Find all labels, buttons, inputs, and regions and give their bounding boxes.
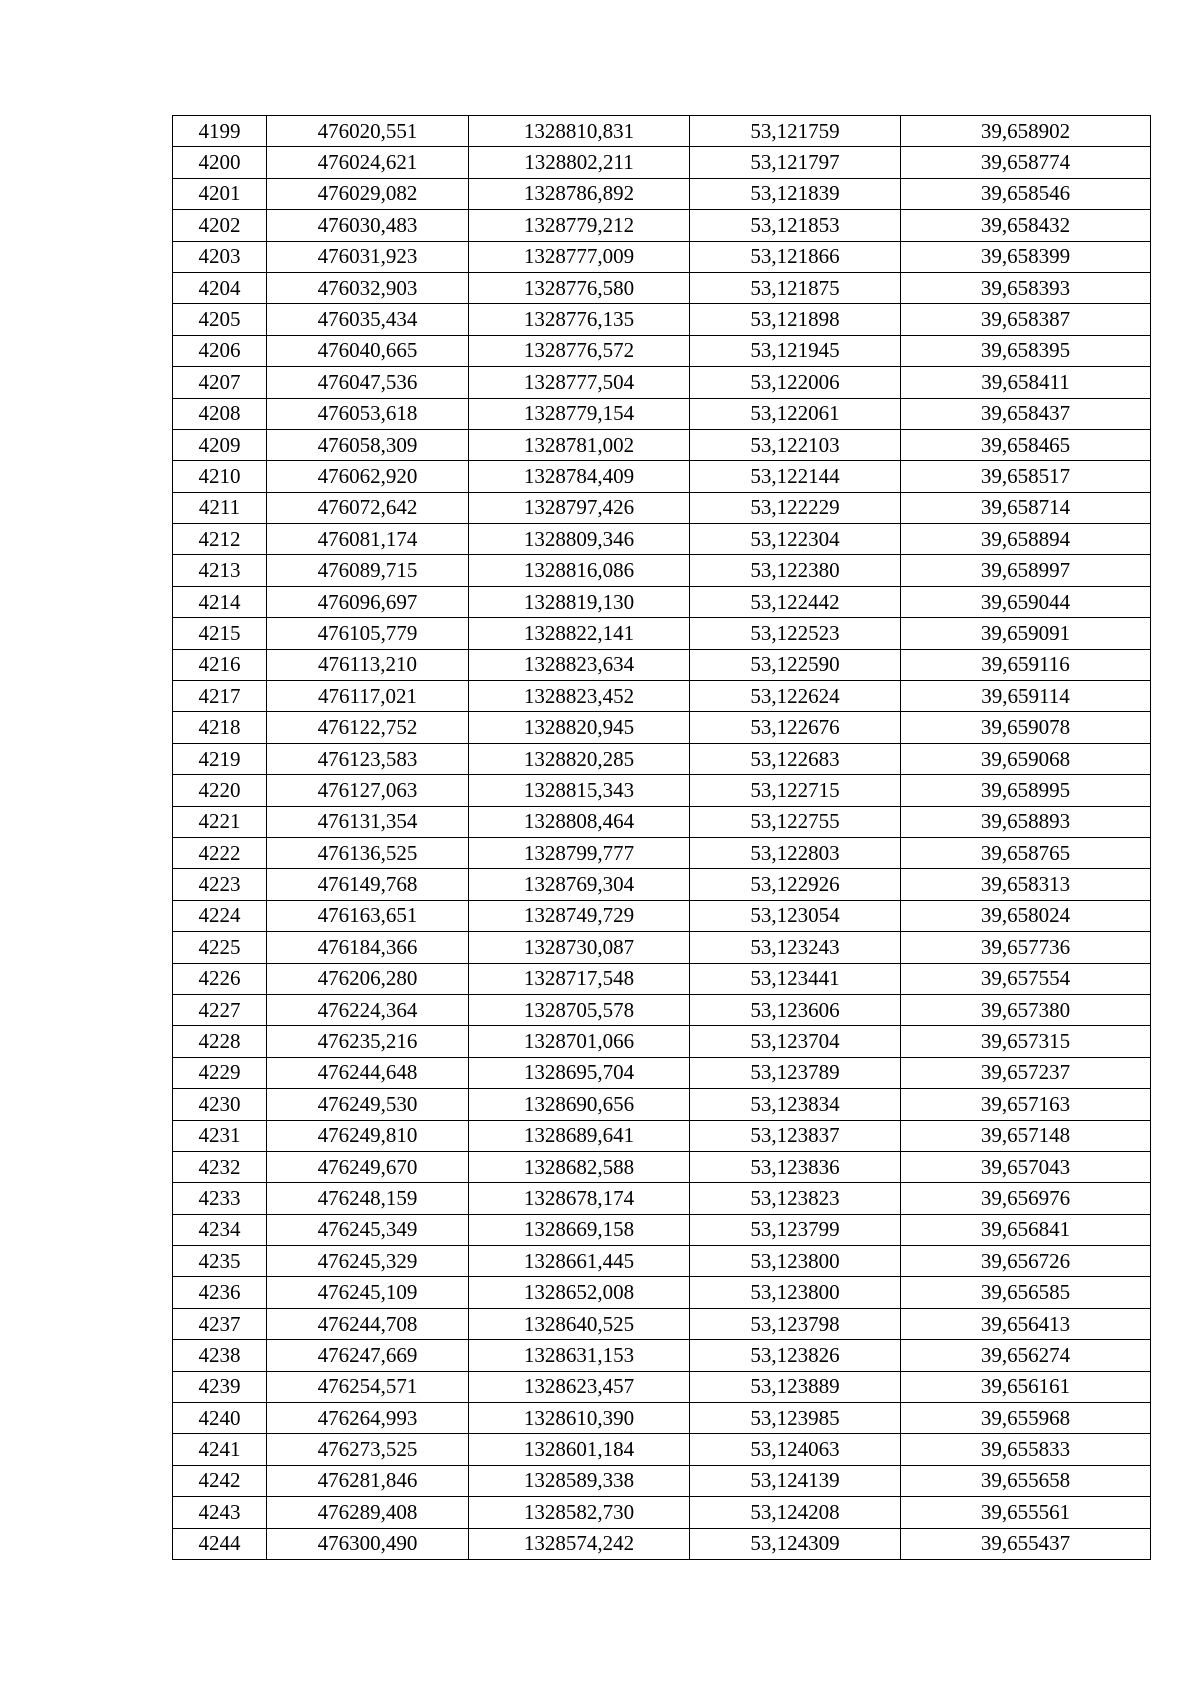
x-coordinate-cell: 476289,408: [267, 1497, 469, 1528]
longitude-cell: 39,658894: [901, 524, 1151, 555]
point-number-cell: 4237: [173, 1308, 267, 1339]
table-row: [173, 1089, 1151, 1120]
longitude-cell: 39,655658: [901, 1465, 1151, 1496]
longitude-cell: 39,659044: [901, 586, 1151, 617]
y-coordinate-cell: 1328730,087: [469, 932, 690, 963]
latitude-cell: 53,123789: [690, 1057, 901, 1088]
x-coordinate-cell: 476030,483: [267, 210, 469, 241]
table-row: [173, 712, 1151, 743]
latitude-cell: 53,123800: [690, 1246, 901, 1277]
y-coordinate-cell: 1328652,008: [469, 1277, 690, 1308]
x-coordinate-cell: 476040,665: [267, 335, 469, 366]
longitude-cell: 39,656274: [901, 1340, 1151, 1371]
longitude-cell: 39,658995: [901, 775, 1151, 806]
latitude-cell: 53,123441: [690, 963, 901, 994]
y-coordinate-cell: 1328678,174: [469, 1183, 690, 1214]
x-coordinate-cell: 476127,063: [267, 775, 469, 806]
table-row: [173, 367, 1151, 398]
y-coordinate-cell: 1328589,338: [469, 1465, 690, 1496]
y-coordinate-cell: 1328776,572: [469, 335, 690, 366]
latitude-cell: 53,122144: [690, 461, 901, 492]
point-number-cell: 4206: [173, 335, 267, 366]
x-coordinate-cell: 476113,210: [267, 649, 469, 680]
table-row: [173, 524, 1151, 555]
x-coordinate-cell: 476032,903: [267, 272, 469, 303]
y-coordinate-cell: 1328623,457: [469, 1371, 690, 1402]
y-coordinate-cell: 1328810,831: [469, 116, 690, 147]
table-row: [173, 1403, 1151, 1434]
y-coordinate-cell: 1328749,729: [469, 900, 690, 931]
x-coordinate-cell: 476136,525: [267, 837, 469, 868]
point-number-cell: 4219: [173, 743, 267, 774]
point-number-cell: 4228: [173, 1026, 267, 1057]
latitude-cell: 53,121875: [690, 272, 901, 303]
point-number-cell: 4220: [173, 775, 267, 806]
latitude-cell: 53,122304: [690, 524, 901, 555]
point-number-cell: 4223: [173, 869, 267, 900]
longitude-cell: 39,658024: [901, 900, 1151, 931]
point-number-cell: 4208: [173, 398, 267, 429]
table-row: [173, 147, 1151, 178]
table-row: [173, 1308, 1151, 1339]
x-coordinate-cell: 476300,490: [267, 1528, 469, 1559]
point-number-cell: 4242: [173, 1465, 267, 1496]
y-coordinate-cell: 1328601,184: [469, 1434, 690, 1465]
longitude-cell: 39,657043: [901, 1151, 1151, 1182]
y-coordinate-cell: 1328682,588: [469, 1151, 690, 1182]
longitude-cell: 39,658902: [901, 116, 1151, 147]
x-coordinate-cell: 476235,216: [267, 1026, 469, 1057]
y-coordinate-cell: 1328816,086: [469, 555, 690, 586]
point-number-cell: 4234: [173, 1214, 267, 1245]
y-coordinate-cell: 1328808,464: [469, 806, 690, 837]
latitude-cell: 53,122523: [690, 618, 901, 649]
table-row: [173, 1183, 1151, 1214]
x-coordinate-cell: 476123,583: [267, 743, 469, 774]
latitude-cell: 53,122926: [690, 869, 901, 900]
point-number-cell: 4225: [173, 932, 267, 963]
table-row: [173, 335, 1151, 366]
table-row: [173, 210, 1151, 241]
x-coordinate-cell: 476224,364: [267, 994, 469, 1025]
latitude-cell: 53,121797: [690, 147, 901, 178]
point-number-cell: 4210: [173, 461, 267, 492]
y-coordinate-cell: 1328815,343: [469, 775, 690, 806]
point-number-cell: 4243: [173, 1497, 267, 1528]
y-coordinate-cell: 1328797,426: [469, 492, 690, 523]
y-coordinate-cell: 1328779,154: [469, 398, 690, 429]
longitude-cell: 39,658546: [901, 178, 1151, 209]
y-coordinate-cell: 1328823,452: [469, 681, 690, 712]
longitude-cell: 39,656726: [901, 1246, 1151, 1277]
longitude-cell: 39,655561: [901, 1497, 1151, 1528]
latitude-cell: 53,122676: [690, 712, 901, 743]
table-row: [173, 1057, 1151, 1088]
longitude-cell: 39,658774: [901, 147, 1151, 178]
longitude-cell: 39,659068: [901, 743, 1151, 774]
table-row: [173, 1528, 1151, 1559]
longitude-cell: 39,655833: [901, 1434, 1151, 1465]
y-coordinate-cell: 1328777,009: [469, 241, 690, 272]
y-coordinate-cell: 1328574,242: [469, 1528, 690, 1559]
table-row: [173, 775, 1151, 806]
longitude-cell: 39,655968: [901, 1403, 1151, 1434]
table-row: [173, 806, 1151, 837]
longitude-cell: 39,656976: [901, 1183, 1151, 1214]
point-number-cell: 4216: [173, 649, 267, 680]
y-coordinate-cell: 1328823,634: [469, 649, 690, 680]
table-row: [173, 241, 1151, 272]
table-row: [173, 869, 1151, 900]
longitude-cell: 39,659078: [901, 712, 1151, 743]
x-coordinate-cell: 476281,846: [267, 1465, 469, 1496]
y-coordinate-cell: 1328776,135: [469, 304, 690, 335]
longitude-cell: 39,656841: [901, 1214, 1151, 1245]
point-number-cell: 4238: [173, 1340, 267, 1371]
x-coordinate-cell: 476053,618: [267, 398, 469, 429]
point-number-cell: 4222: [173, 837, 267, 868]
latitude-cell: 53,122229: [690, 492, 901, 523]
point-number-cell: 4244: [173, 1528, 267, 1559]
latitude-cell: 53,121866: [690, 241, 901, 272]
latitude-cell: 53,121759: [690, 116, 901, 147]
table-row: [173, 1340, 1151, 1371]
longitude-cell: 39,659091: [901, 618, 1151, 649]
x-coordinate-cell: 476249,530: [267, 1089, 469, 1120]
point-number-cell: 4213: [173, 555, 267, 586]
y-coordinate-cell: 1328582,730: [469, 1497, 690, 1528]
y-coordinate-cell: 1328820,285: [469, 743, 690, 774]
latitude-cell: 53,122103: [690, 429, 901, 460]
latitude-cell: 53,122715: [690, 775, 901, 806]
point-number-cell: 4203: [173, 241, 267, 272]
y-coordinate-cell: 1328631,153: [469, 1340, 690, 1371]
point-number-cell: 4201: [173, 178, 267, 209]
latitude-cell: 53,123704: [690, 1026, 901, 1057]
y-coordinate-cell: 1328777,504: [469, 367, 690, 398]
y-coordinate-cell: 1328820,945: [469, 712, 690, 743]
point-number-cell: 4202: [173, 210, 267, 241]
longitude-cell: 39,658437: [901, 398, 1151, 429]
point-number-cell: 4232: [173, 1151, 267, 1182]
x-coordinate-cell: 476264,993: [267, 1403, 469, 1434]
y-coordinate-cell: 1328610,390: [469, 1403, 690, 1434]
table-row: [173, 618, 1151, 649]
longitude-cell: 39,658465: [901, 429, 1151, 460]
x-coordinate-cell: 476035,434: [267, 304, 469, 335]
table-row: [173, 963, 1151, 994]
coordinates-table: [172, 115, 1151, 1560]
table-row: [173, 1214, 1151, 1245]
x-coordinate-cell: 476062,920: [267, 461, 469, 492]
latitude-cell: 53,124208: [690, 1497, 901, 1528]
x-coordinate-cell: 476249,810: [267, 1120, 469, 1151]
table-row: [173, 932, 1151, 963]
latitude-cell: 53,122683: [690, 743, 901, 774]
point-number-cell: 4239: [173, 1371, 267, 1402]
point-number-cell: 4212: [173, 524, 267, 555]
table-row: [173, 1277, 1151, 1308]
x-coordinate-cell: 476029,082: [267, 178, 469, 209]
point-number-cell: 4229: [173, 1057, 267, 1088]
x-coordinate-cell: 476244,708: [267, 1308, 469, 1339]
point-number-cell: 4207: [173, 367, 267, 398]
table-row: [173, 1465, 1151, 1496]
x-coordinate-cell: 476031,923: [267, 241, 469, 272]
latitude-cell: 53,121898: [690, 304, 901, 335]
longitude-cell: 39,658411: [901, 367, 1151, 398]
table-row: [173, 1151, 1151, 1182]
point-number-cell: 4235: [173, 1246, 267, 1277]
x-coordinate-cell: 476072,642: [267, 492, 469, 523]
x-coordinate-cell: 476047,536: [267, 367, 469, 398]
x-coordinate-cell: 476089,715: [267, 555, 469, 586]
table-row: [173, 1026, 1151, 1057]
table-row: [173, 116, 1151, 147]
table-row: [173, 1434, 1151, 1465]
point-number-cell: 4211: [173, 492, 267, 523]
longitude-cell: 39,658395: [901, 335, 1151, 366]
longitude-cell: 39,658714: [901, 492, 1151, 523]
latitude-cell: 53,121853: [690, 210, 901, 241]
point-number-cell: 4205: [173, 304, 267, 335]
longitude-cell: 39,659114: [901, 681, 1151, 712]
longitude-cell: 39,657554: [901, 963, 1151, 994]
longitude-cell: 39,658387: [901, 304, 1151, 335]
point-number-cell: 4200: [173, 147, 267, 178]
longitude-cell: 39,658399: [901, 241, 1151, 272]
latitude-cell: 53,123823: [690, 1183, 901, 1214]
table-row: [173, 398, 1151, 429]
longitude-cell: 39,658517: [901, 461, 1151, 492]
y-coordinate-cell: 1328701,066: [469, 1026, 690, 1057]
longitude-cell: 39,656161: [901, 1371, 1151, 1402]
table-row: [173, 1497, 1151, 1528]
x-coordinate-cell: 476105,779: [267, 618, 469, 649]
table-row: [173, 178, 1151, 209]
y-coordinate-cell: 1328781,002: [469, 429, 690, 460]
table-row: [173, 649, 1151, 680]
y-coordinate-cell: 1328809,346: [469, 524, 690, 555]
y-coordinate-cell: 1328819,130: [469, 586, 690, 617]
x-coordinate-cell: 476273,525: [267, 1434, 469, 1465]
x-coordinate-cell: 476122,752: [267, 712, 469, 743]
longitude-cell: 39,658765: [901, 837, 1151, 868]
y-coordinate-cell: 1328689,641: [469, 1120, 690, 1151]
y-coordinate-cell: 1328690,656: [469, 1089, 690, 1120]
x-coordinate-cell: 476247,669: [267, 1340, 469, 1371]
y-coordinate-cell: 1328779,212: [469, 210, 690, 241]
latitude-cell: 53,123826: [690, 1340, 901, 1371]
latitude-cell: 53,123243: [690, 932, 901, 963]
table-row: [173, 994, 1151, 1025]
x-coordinate-cell: 476163,651: [267, 900, 469, 931]
point-number-cell: 4226: [173, 963, 267, 994]
latitude-cell: 53,122590: [690, 649, 901, 680]
latitude-cell: 53,121945: [690, 335, 901, 366]
point-number-cell: 4233: [173, 1183, 267, 1214]
x-coordinate-cell: 476184,366: [267, 932, 469, 963]
longitude-cell: 39,658313: [901, 869, 1151, 900]
x-coordinate-cell: 476248,159: [267, 1183, 469, 1214]
longitude-cell: 39,659116: [901, 649, 1151, 680]
latitude-cell: 53,124309: [690, 1528, 901, 1559]
table-row: [173, 429, 1151, 460]
table-row: [173, 272, 1151, 303]
latitude-cell: 53,123837: [690, 1120, 901, 1151]
table-row: [173, 1371, 1151, 1402]
longitude-cell: 39,657380: [901, 994, 1151, 1025]
point-number-cell: 4199: [173, 116, 267, 147]
latitude-cell: 53,123834: [690, 1089, 901, 1120]
latitude-cell: 53,122624: [690, 681, 901, 712]
table-row: [173, 837, 1151, 868]
x-coordinate-cell: 476254,571: [267, 1371, 469, 1402]
y-coordinate-cell: 1328802,211: [469, 147, 690, 178]
y-coordinate-cell: 1328784,409: [469, 461, 690, 492]
x-coordinate-cell: 476206,280: [267, 963, 469, 994]
longitude-cell: 39,657736: [901, 932, 1151, 963]
x-coordinate-cell: 476020,551: [267, 116, 469, 147]
longitude-cell: 39,655437: [901, 1528, 1151, 1559]
x-coordinate-cell: 476024,621: [267, 147, 469, 178]
latitude-cell: 53,123054: [690, 900, 901, 931]
y-coordinate-cell: 1328717,548: [469, 963, 690, 994]
x-coordinate-cell: 476245,109: [267, 1277, 469, 1308]
point-number-cell: 4217: [173, 681, 267, 712]
table-row: [173, 304, 1151, 335]
latitude-cell: 53,122061: [690, 398, 901, 429]
table-row: [173, 681, 1151, 712]
point-number-cell: 4227: [173, 994, 267, 1025]
table-row: [173, 492, 1151, 523]
latitude-cell: 53,123606: [690, 994, 901, 1025]
longitude-cell: 39,656413: [901, 1308, 1151, 1339]
table-row: [173, 1246, 1151, 1277]
x-coordinate-cell: 476245,329: [267, 1246, 469, 1277]
x-coordinate-cell: 476149,768: [267, 869, 469, 900]
x-coordinate-cell: 476245,349: [267, 1214, 469, 1245]
x-coordinate-cell: 476058,309: [267, 429, 469, 460]
longitude-cell: 39,657148: [901, 1120, 1151, 1151]
latitude-cell: 53,124063: [690, 1434, 901, 1465]
table-row: [173, 1120, 1151, 1151]
point-number-cell: 4221: [173, 806, 267, 837]
point-number-cell: 4224: [173, 900, 267, 931]
x-coordinate-cell: 476244,648: [267, 1057, 469, 1088]
latitude-cell: 53,121839: [690, 178, 901, 209]
y-coordinate-cell: 1328669,158: [469, 1214, 690, 1245]
longitude-cell: 39,656585: [901, 1277, 1151, 1308]
point-number-cell: 4204: [173, 272, 267, 303]
point-number-cell: 4231: [173, 1120, 267, 1151]
latitude-cell: 53,123836: [690, 1151, 901, 1182]
latitude-cell: 53,122006: [690, 367, 901, 398]
longitude-cell: 39,657237: [901, 1057, 1151, 1088]
latitude-cell: 53,122442: [690, 586, 901, 617]
longitude-cell: 39,658997: [901, 555, 1151, 586]
latitude-cell: 53,122380: [690, 555, 901, 586]
table-row: [173, 586, 1151, 617]
latitude-cell: 53,123985: [690, 1403, 901, 1434]
point-number-cell: 4230: [173, 1089, 267, 1120]
coordinates-table-body: [173, 116, 1151, 1560]
y-coordinate-cell: 1328640,525: [469, 1308, 690, 1339]
point-number-cell: 4241: [173, 1434, 267, 1465]
y-coordinate-cell: 1328705,578: [469, 994, 690, 1025]
y-coordinate-cell: 1328695,704: [469, 1057, 690, 1088]
point-number-cell: 4215: [173, 618, 267, 649]
x-coordinate-cell: 476117,021: [267, 681, 469, 712]
y-coordinate-cell: 1328799,777: [469, 837, 690, 868]
latitude-cell: 53,124139: [690, 1465, 901, 1496]
point-number-cell: 4218: [173, 712, 267, 743]
y-coordinate-cell: 1328769,304: [469, 869, 690, 900]
point-number-cell: 4240: [173, 1403, 267, 1434]
table-row: [173, 900, 1151, 931]
longitude-cell: 39,658893: [901, 806, 1151, 837]
longitude-cell: 39,658393: [901, 272, 1151, 303]
y-coordinate-cell: 1328786,892: [469, 178, 690, 209]
x-coordinate-cell: 476249,670: [267, 1151, 469, 1182]
latitude-cell: 53,123800: [690, 1277, 901, 1308]
longitude-cell: 39,657163: [901, 1089, 1151, 1120]
table-row: [173, 743, 1151, 774]
point-number-cell: 4214: [173, 586, 267, 617]
latitude-cell: 53,122803: [690, 837, 901, 868]
point-number-cell: 4209: [173, 429, 267, 460]
y-coordinate-cell: 1328661,445: [469, 1246, 690, 1277]
latitude-cell: 53,123798: [690, 1308, 901, 1339]
x-coordinate-cell: 476131,354: [267, 806, 469, 837]
latitude-cell: 53,122755: [690, 806, 901, 837]
table-row: [173, 461, 1151, 492]
longitude-cell: 39,658432: [901, 210, 1151, 241]
y-coordinate-cell: 1328822,141: [469, 618, 690, 649]
latitude-cell: 53,123799: [690, 1214, 901, 1245]
x-coordinate-cell: 476096,697: [267, 586, 469, 617]
table-row: [173, 555, 1151, 586]
x-coordinate-cell: 476081,174: [267, 524, 469, 555]
y-coordinate-cell: 1328776,580: [469, 272, 690, 303]
longitude-cell: 39,657315: [901, 1026, 1151, 1057]
latitude-cell: 53,123889: [690, 1371, 901, 1402]
point-number-cell: 4236: [173, 1277, 267, 1308]
